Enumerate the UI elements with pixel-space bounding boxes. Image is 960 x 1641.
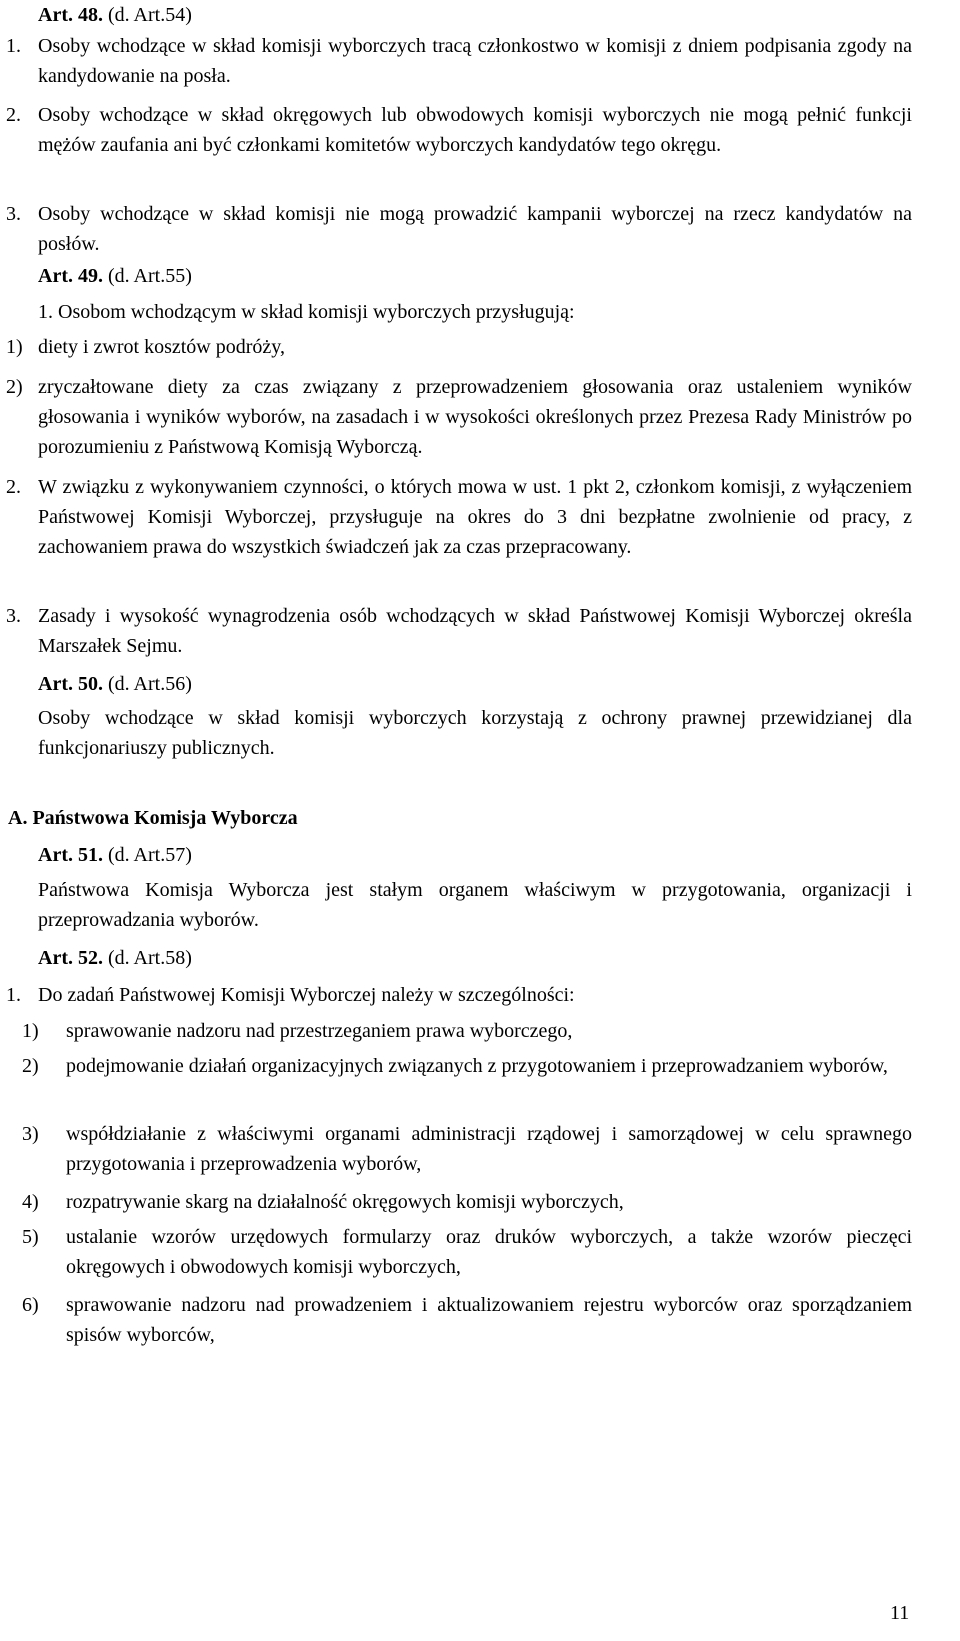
art-50-text: Osoby wchodzące w skład komisji wyborczych korzystają z ochrony prawnej przewidzianej dla funkcjonariuszy publicznych. — [38, 707, 912, 759]
article-ref: (d. Art.58) — [107, 947, 192, 969]
art-52-item-6: sprawowanie nadzoru nad prowadzeniem i aktualizowaniem rejestru wyborców oraz sporządzaniem spisów wyborców, — [66, 1294, 912, 1346]
paragraph-number: 1. — [38, 301, 53, 323]
section-title: Państwowa Komisja Wyborcza — [32, 807, 298, 829]
item-number: 4) — [22, 1191, 39, 1213]
art-51-heading — [38, 840, 192, 870]
article-title: Art. 49. — [38, 265, 103, 287]
item-number: 5) — [22, 1226, 39, 1248]
article-ref: (d. Art.54) — [107, 4, 192, 26]
article-ref: (d. Art.55) — [107, 265, 192, 287]
art-48-heading — [38, 0, 192, 30]
article-ref: (d. Art.56) — [107, 673, 192, 695]
paragraph-number: 3. — [6, 605, 21, 627]
paragraph-number: 2. — [6, 104, 21, 126]
article-title: Art. 52. — [38, 947, 103, 969]
art-49-heading — [38, 261, 192, 291]
art-48-par-2: Osoby wchodzące w skład okręgowych lub obwodowych komisji wyborczych nie mogą pełnić funkcji mężów zaufania ani być członkami komitetów wyborczych kandydatów tego okręgu. — [38, 104, 912, 156]
paragraph-number: 1. — [6, 35, 21, 57]
art-52-item-1: sprawowanie nadzoru nad przestrzeganiem prawa wyborczego, — [66, 1020, 573, 1042]
art-49-par-3: Zasady i wysokość wynagrodzenia osób wchodzących w skład Państwowej Komisji Wyborczej określa Marszałek Sejmu. — [38, 605, 912, 657]
item-number: 2) — [6, 376, 23, 398]
item-number: 1) — [6, 336, 23, 358]
section-heading — [8, 803, 298, 833]
paragraph-number: 1. — [6, 984, 21, 1006]
paragraph-number: 3. — [6, 203, 21, 225]
art-52-par-1: Do zadań Państwowej Komisji Wyborczej należy w szczególności: — [38, 984, 575, 1006]
art-52-item-2: podejmowanie działań organizacyjnych związanych z przygotowaniem i przeprowadzaniem wyborów, — [66, 1055, 888, 1077]
art-52-item-5: ustalanie wzorów urzędowych formularzy oraz druków wyborczych, a także wzorów pieczęci okręgowych i obwodowych komisji wyborczych, — [66, 1226, 912, 1278]
article-title: Art. 48. — [38, 4, 103, 26]
item-number: 2) — [22, 1055, 39, 1077]
article-ref: (d. Art.57) — [107, 844, 192, 866]
article-title: Art. 51. — [38, 844, 103, 866]
art-52-item-4: rozpatrywanie skarg na działalność okręgowych komisji wyborczych, — [66, 1191, 624, 1213]
page-number: 11 — [890, 1602, 910, 1624]
art-49-par-2: W związku z wykonywaniem czynności, o których mowa w ust. 1 pkt 2, członkom komisji, z wyłączeniem Państwowej Komisji Wyborczej, przysługuje na okres do 3 dni bezpłatne zwolnienie od pracy, z zachowaniem prawa do wszystkich świadczeń jak za czas przepracowany. — [38, 476, 912, 558]
article-title: Art. 50. — [38, 673, 103, 695]
item-number: 3) — [22, 1123, 39, 1145]
art-50-heading — [38, 669, 192, 699]
item-number: 6) — [22, 1294, 39, 1316]
item-number: 1) — [22, 1020, 39, 1042]
art-48-par-1: Osoby wchodzące w skład komisji wyborczych tracą członkostwo w komisji z dniem podpisania zgody na kandydowanie na posła. — [38, 35, 912, 87]
section-letter: A. — [8, 807, 28, 829]
art-52-item-3: współdziałanie z właściwymi organami administracji rządowej i samorządowej w celu sprawnego przygotowania i przeprowadzenia wyborów, — [66, 1123, 912, 1175]
art-48-par-3: Osoby wchodzące w skład komisji nie mogą prowadzić kampanii wyborczej na rzecz kandydatów na posłów. — [38, 203, 912, 255]
art-49-item-1: diety i zwrot kosztów podróży, — [38, 336, 285, 358]
art-49-par-1 — [38, 297, 575, 327]
art-51-text: Państwowa Komisja Wyborcza jest stałym organem właściwym w przygotowania, organizacji i przeprowadzania wyborów. — [38, 879, 912, 931]
art-52-heading — [38, 943, 192, 973]
paragraph-text: Osobom wchodzącym w skład komisji wyborczych przysługują: — [58, 301, 575, 323]
art-49-item-2: zryczałtowane diety za czas związany z przeprowadzeniem głosowania oraz ustaleniem wyników głosowania i wyników wyborów, na zasadach i w wysokości określonych przez Prezesa Rady Ministrów po porozumieniu z Państwową Komisją Wyborczą. — [38, 376, 912, 458]
paragraph-number: 2. — [6, 476, 21, 498]
